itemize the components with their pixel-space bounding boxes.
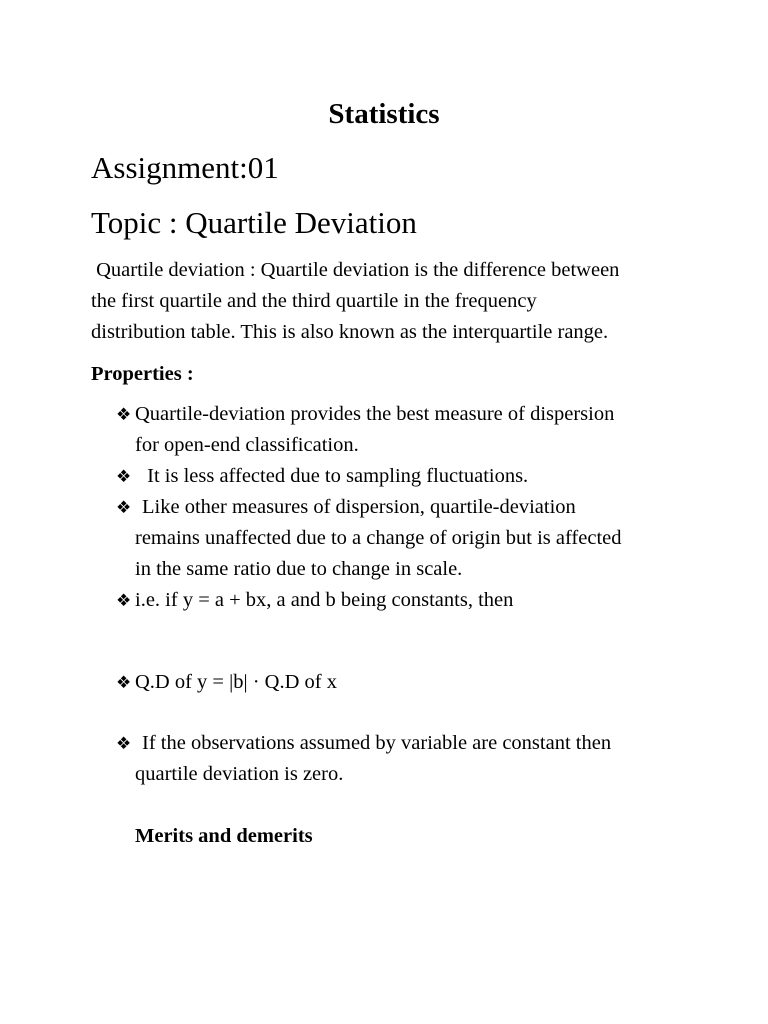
topic-heading: Topic : Quartile Deviation [91, 205, 417, 240]
assignment-heading: Assignment:01 [91, 150, 279, 185]
property-text [135, 585, 513, 616]
properties-label: Properties : [91, 363, 194, 385]
property-text [142, 461, 528, 492]
property-text [135, 399, 614, 461]
diamond-bullet-icon: ❖ [116, 734, 132, 753]
merits-heading: Merits and demerits [135, 825, 313, 847]
diamond-bullet-icon: ❖ [116, 591, 132, 610]
property-line: for open-end classification. [135, 434, 359, 456]
diamond-bullet-icon: ❖ [116, 405, 132, 424]
property-line: Quartile-deviation provides the best measure of dispersion [135, 403, 615, 425]
property-text [135, 667, 337, 698]
property-text [135, 728, 612, 790]
property-line: It is less affected due to sampling fluctuations. [142, 465, 529, 487]
diamond-bullet-icon: ❖ [116, 498, 132, 517]
definition-line: the first quartile and the third quartile in the frequency [91, 290, 537, 312]
property-bullet [116, 492, 622, 585]
property-bullet [116, 461, 528, 492]
diamond-bullet-icon: ❖ [116, 467, 132, 486]
definition-paragraph [91, 255, 691, 348]
property-line: If the observations assumed by variable are constant then [142, 732, 612, 754]
definition-line: Quartile deviation : Quartile deviation is the difference between [91, 259, 620, 281]
property-bullet [116, 667, 337, 698]
property-bullet [116, 728, 611, 790]
property-bullet [116, 399, 614, 461]
diamond-bullet-icon: ❖ [116, 673, 132, 692]
property-bullet [116, 585, 513, 616]
property-line: Q.D of y = |b| · Q.D of x [135, 671, 337, 693]
property-line: quartile deviation is zero. [135, 763, 344, 785]
document-title: Statistics [328, 98, 440, 130]
property-line: in the same ratio due to change in scale. [135, 558, 463, 580]
property-line: i.e. if y = a + bx, a and b being constants, then [135, 589, 514, 611]
property-text [135, 492, 622, 585]
property-line: Like other measures of dispersion, quartile-deviation [142, 496, 576, 518]
property-line: remains unaffected due to a change of origin but is affected [135, 527, 622, 549]
definition-line: distribution table. This is also known as the interquartile range. [91, 321, 609, 343]
